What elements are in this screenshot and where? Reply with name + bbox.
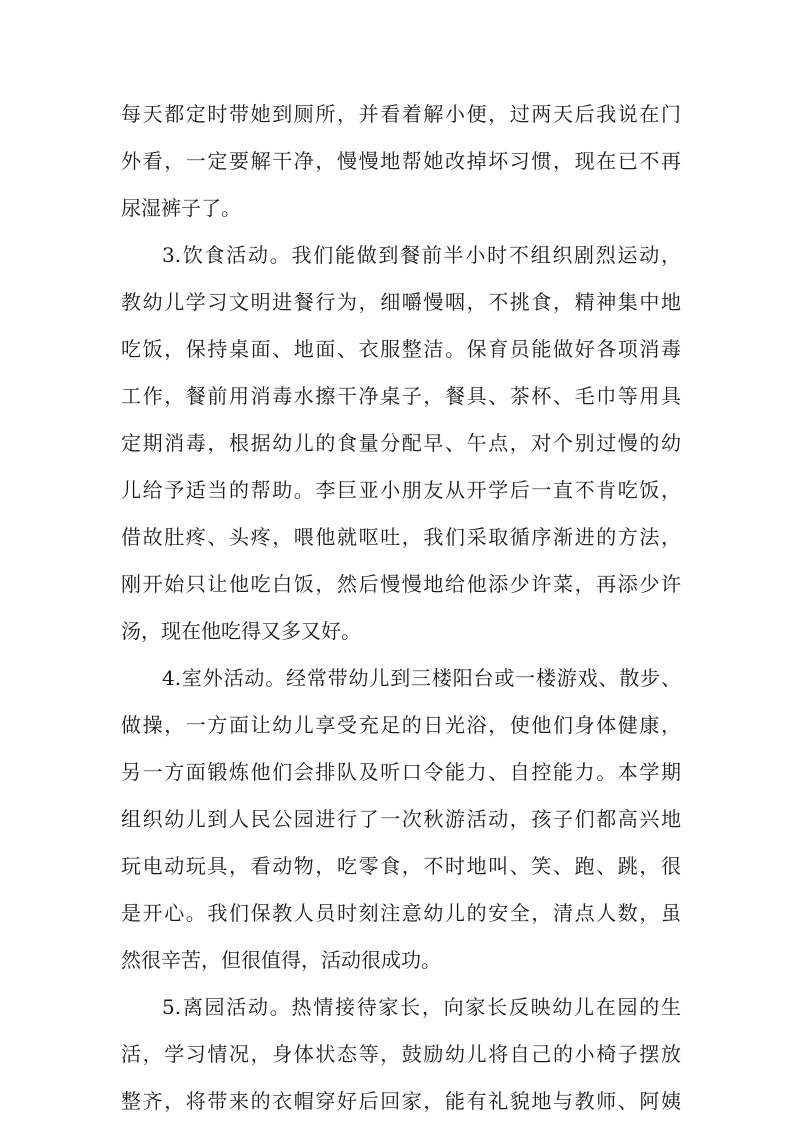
paragraph-heading-line: 4.室外活动。经常带幼儿到三楼阳台或一楼游戏、散步、 — [162, 666, 681, 690]
text-line: 吃饭，保持桌面、地面、衣服整洁。保育员能做好各项消毒 — [121, 337, 681, 361]
text-line: 定期消毒，根据幼儿的食量分配早、午点，对个别过慢的幼 — [121, 431, 681, 455]
text-line: 然很辛苦，但很值得，活动很成功。 — [121, 948, 441, 972]
text-line: 刚开始只让他吃白饭，然后慢慢地给他添少许菜，再添少许 — [121, 572, 681, 596]
text-line: 活，学习情况，身体状态等，鼓励幼儿将自己的小椅子摆放 — [121, 1042, 681, 1066]
text-line: 玩电动玩具，看动物，吃零食，不时地叫、笑、跑、跳，很 — [121, 854, 681, 878]
paragraph-heading-line: 3.饮食活动。我们能做到餐前半小时不组织剧烈运动， — [162, 243, 681, 267]
text-line: 外看，一定要解干净，慢慢地帮她改掉坏习惯，现在已不再 — [121, 149, 681, 173]
text-line: 整齐，将带来的衣帽穿好后回家，能有礼貌地与教师、阿姨 — [121, 1089, 681, 1113]
text-line: 是开心。我们保教人员时刻注意幼儿的安全，清点人数，虽 — [121, 901, 681, 925]
text-line: 每天都定时带她到厕所，并看着解小便，过两天后我说在门 — [121, 102, 681, 126]
text-line: 做操，一方面让幼儿享受充足的日光浴，使他们身体健康， — [121, 713, 681, 737]
text-line: 另一方面锻炼他们会排队及听口令能力、自控能力。本学期 — [121, 760, 681, 784]
text-line: 教幼儿学习文明进餐行为，细嚼慢咽，不挑食，精神集中地 — [121, 290, 681, 314]
text-line: 尿湿裤子了。 — [121, 196, 241, 220]
text-line: 组织幼儿到人民公园进行了一次秋游活动，孩子们都高兴地 — [121, 807, 681, 831]
paragraph-heading-line: 5.离园活动。热情接待家长，向家长反映幼儿在园的生 — [162, 995, 681, 1019]
text-line: 儿给予适当的帮助。李巨亚小朋友从开学后一直不肯吃饭， — [121, 478, 681, 502]
text-line: 汤，现在他吃得又多又好。 — [121, 619, 361, 643]
text-line: 借故肚疼、头疼，喂他就呕吐，我们采取循序渐进的方法， — [121, 525, 681, 549]
text-line: 工作，餐前用消毒水擦干净桌子，餐具、茶杯、毛巾等用具 — [121, 384, 681, 408]
